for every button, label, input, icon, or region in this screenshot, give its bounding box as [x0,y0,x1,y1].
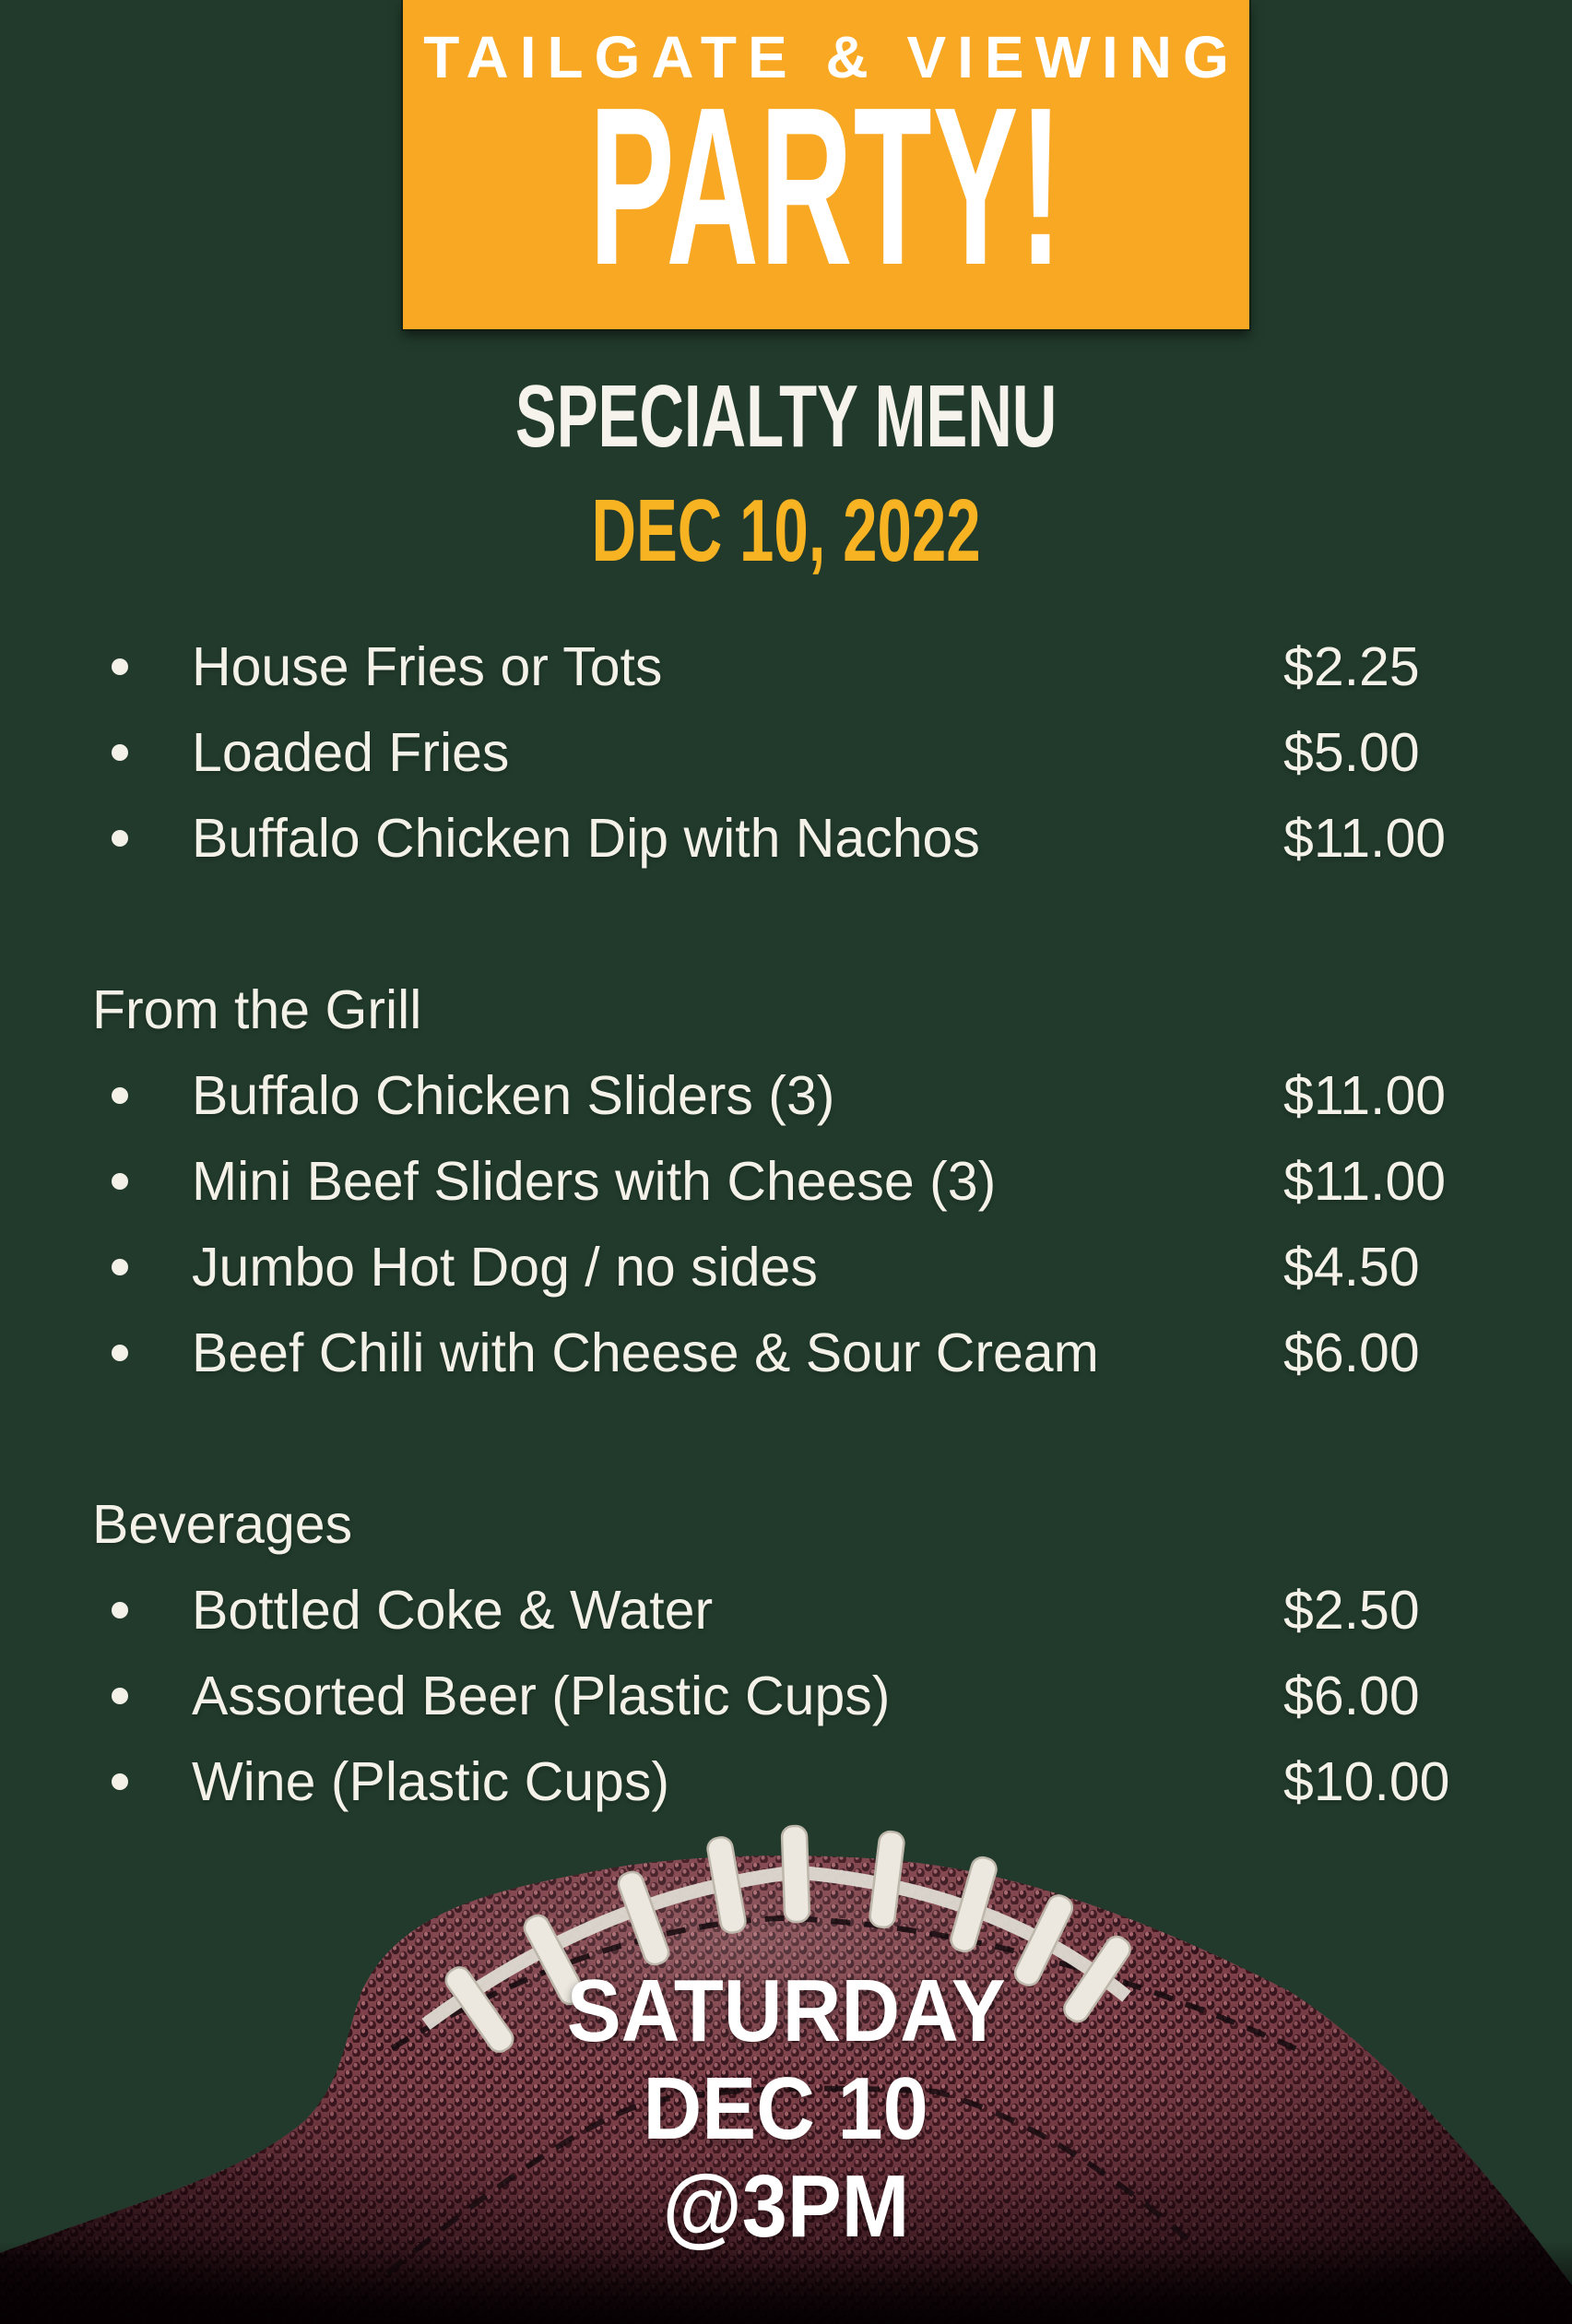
menu-item-name: Bottled Coke & Water [192,1579,714,1641]
menu-item-price: $10.00 [1283,1750,1450,1812]
menu-item-row [81,1224,1457,1310]
menu-item-name: Buffalo Chicken Sliders (3) [192,1064,835,1126]
menu-date-row [0,481,1572,580]
menu-item-price: $11.00 [1283,1064,1447,1126]
event-date: DEC 10 [643,2059,929,2158]
menu-item-name: House Fries or Tots [192,635,663,697]
menu-item-price: $2.25 [1283,635,1420,697]
bullet-icon [112,1773,128,1790]
bullet-icon [112,830,128,847]
event-time: @3PM [662,2157,910,2256]
menu-item-name: Assorted Beer (Plastic Cups) [192,1665,891,1726]
menu-item-name: Wine (Plastic Cups) [192,1750,670,1812]
event-date-line [0,2060,1572,2158]
menu-item-price: $4.50 [1283,1236,1420,1298]
section-header-beverages: Beverages [92,1493,353,1555]
menu-item-name: Jumbo Hot Dog / no sides [192,1236,818,1298]
menu-item-price: $6.00 [1283,1322,1420,1383]
event-time-line [0,2158,1572,2256]
event-day-line [0,1962,1572,2060]
menu-item-row [81,709,1457,795]
event-day: SATURDAY [566,1962,1006,2060]
menu-item-name: Mini Beef Sliders with Cheese (3) [192,1150,997,1212]
bullet-icon [112,1602,128,1618]
banner-title: PARTY! [588,60,1064,312]
menu-item-row [81,623,1457,709]
menu-item-price: $11.00 [1283,807,1447,869]
menu-title: SPECIALTY MENU [514,367,1058,466]
section-header-from-the-grill: From the Grill [92,978,422,1040]
menu-item-row [81,1310,1457,1395]
banner-kicker: TAILGATE & VIEWING [423,24,1240,90]
bullet-icon [112,658,128,675]
menu-date: DEC 10, 2022 [591,481,981,580]
party-banner [403,0,1249,329]
menu-item-name: Buffalo Chicken Dip with Nachos [192,807,980,869]
menu-item-row [81,795,1457,881]
menu-item-row [81,1052,1457,1138]
menu-title-row [0,367,1572,466]
menu-item-row [81,1567,1457,1653]
menu-item-row [81,1138,1457,1224]
menu-list [81,623,1457,1824]
bullet-icon [112,744,128,761]
bullet-icon [112,1173,128,1190]
menu-item-price: $6.00 [1283,1665,1420,1726]
menu-item-name: Beef Chili with Cheese & Sour Cream [192,1322,1099,1383]
menu-item-price: $11.00 [1283,1150,1447,1212]
event-datetime [0,1962,1572,2256]
menu-item-name: Loaded Fries [192,721,510,783]
bullet-icon [112,1345,128,1361]
banner-title-wrap [410,60,1242,312]
menu-item-row [81,1653,1457,1738]
bullet-icon [112,1087,128,1104]
menu-item-price: $2.50 [1283,1579,1420,1641]
bullet-icon [112,1688,128,1704]
menu-item-price: $5.00 [1283,721,1420,783]
bullet-icon [112,1259,128,1275]
